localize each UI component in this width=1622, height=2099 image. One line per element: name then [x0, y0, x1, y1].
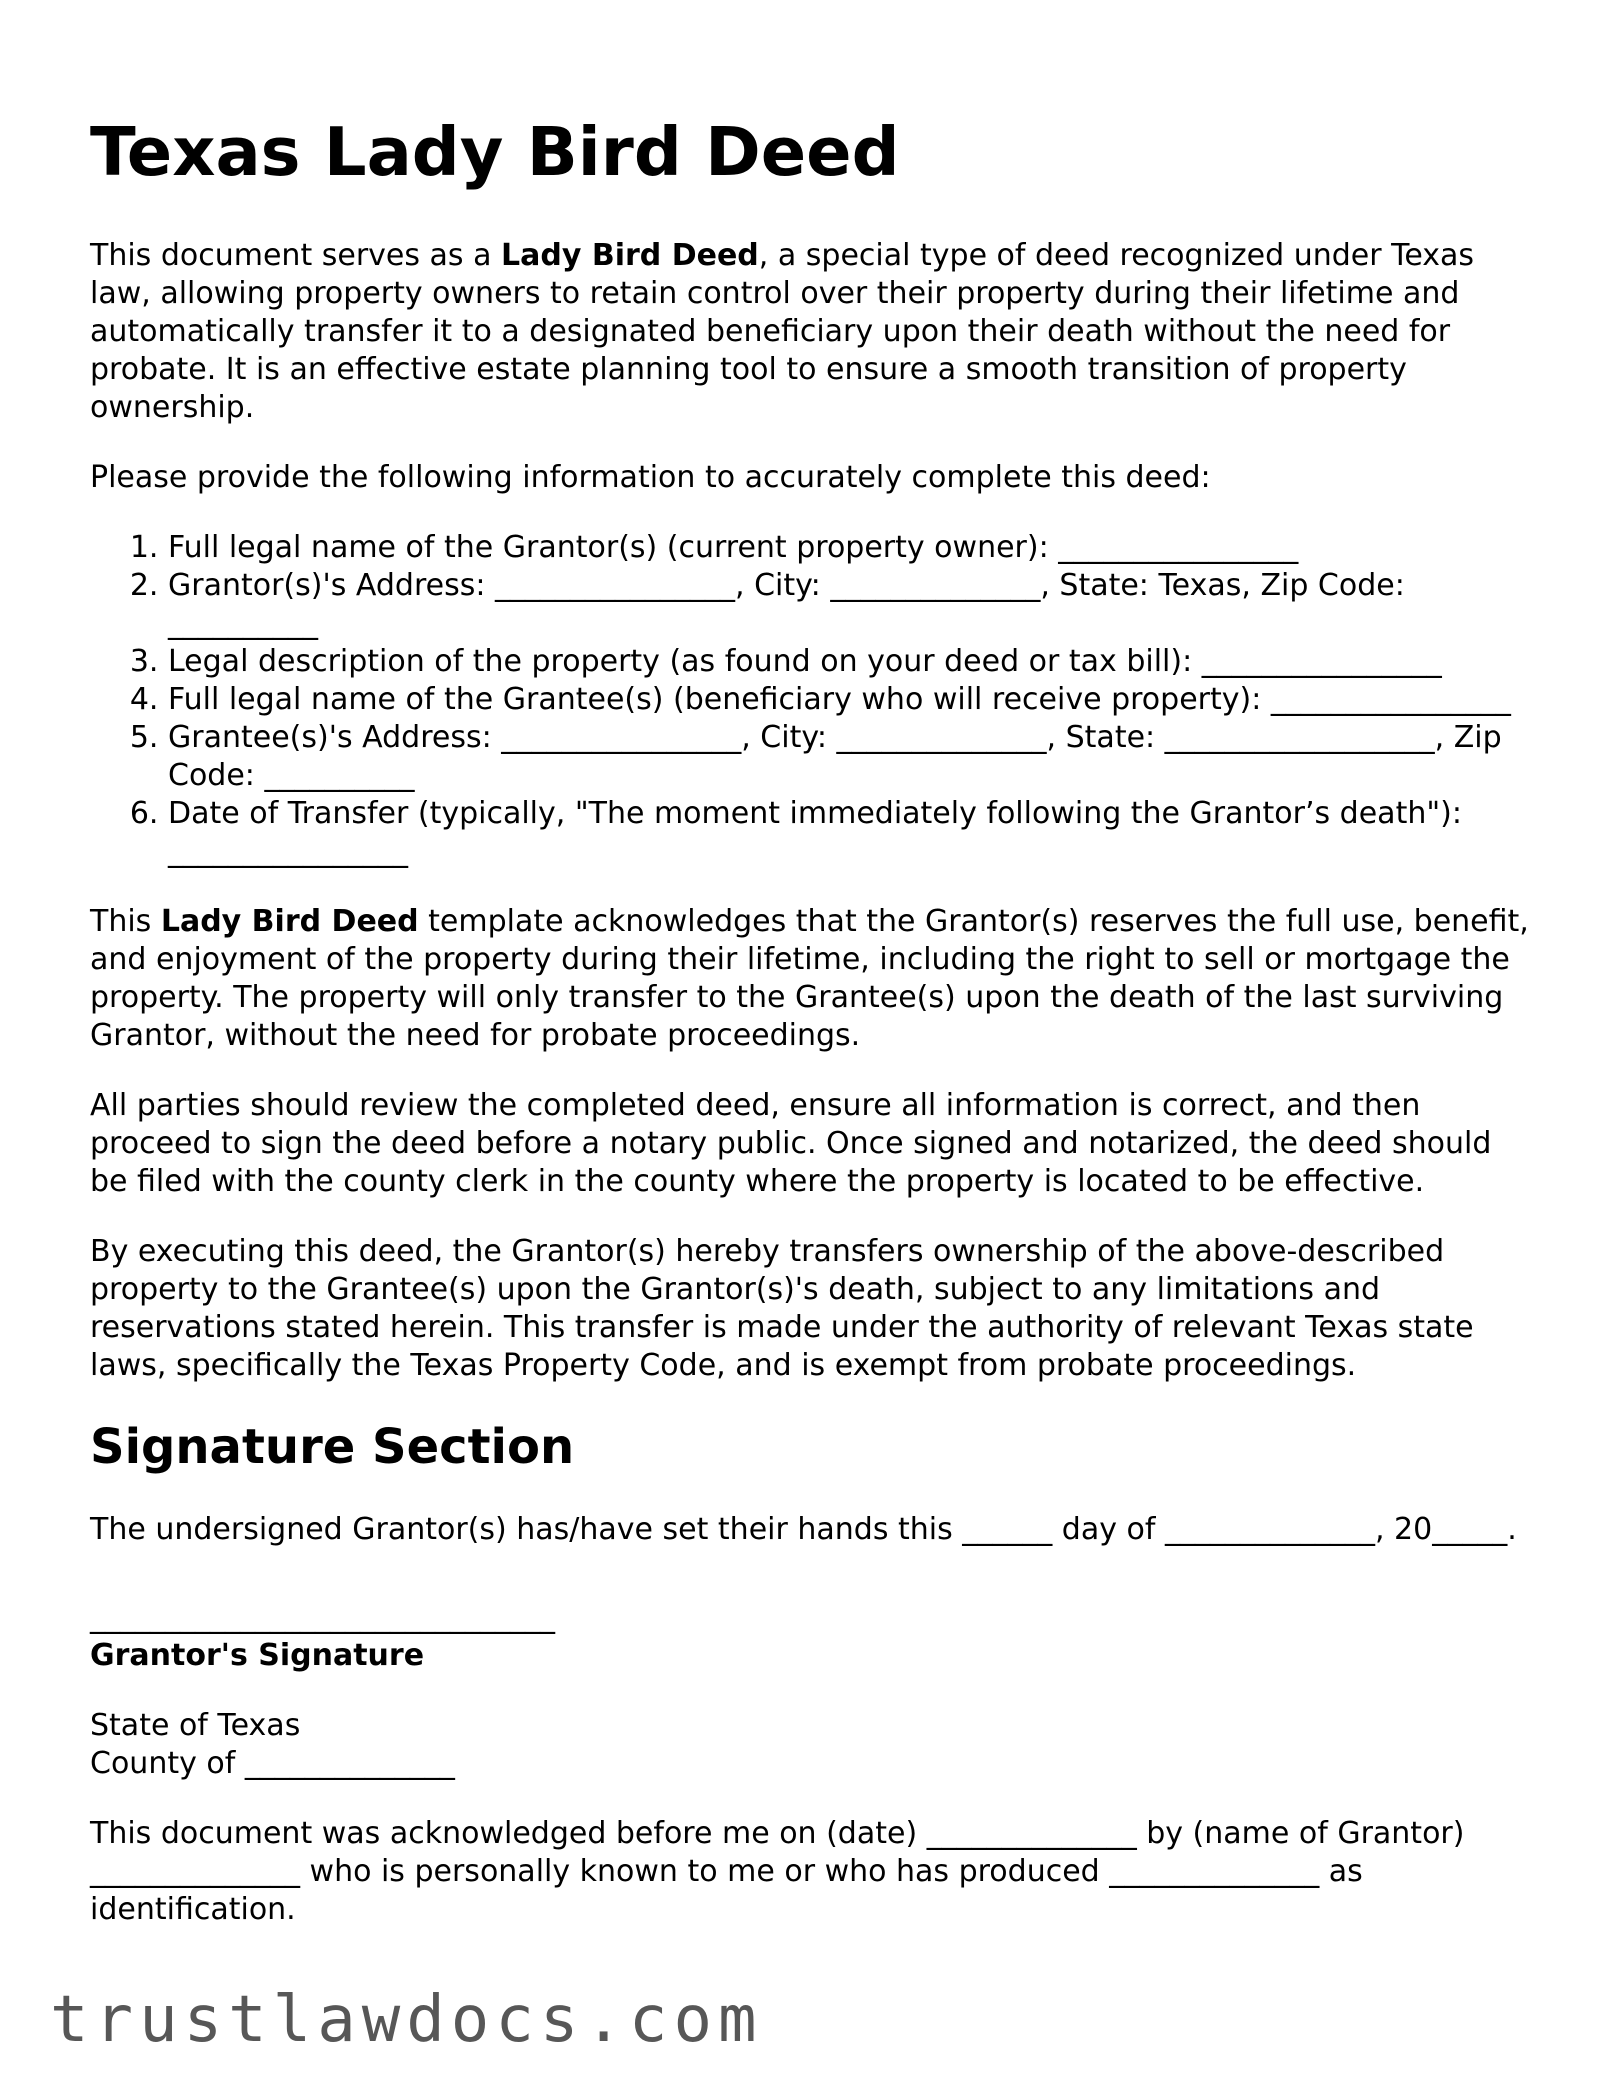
- signature-label: Grantor's Signature: [90, 1638, 425, 1673]
- list-item: 4. Full legal name of the Grantee(s) (beneficiary who will receive property): ________________: [168, 681, 1535, 719]
- intro-text-bold: Lady Bird Deed: [501, 238, 759, 273]
- county-line: County of ______________: [90, 1746, 455, 1781]
- document-page: [90, 112, 1535, 1961]
- instructions-paragraph: Please provide the following information to accurately complete this deed:: [90, 460, 1211, 495]
- intro-paragraph: [90, 237, 1535, 427]
- list-item: 5. Grantee(s)'s Address: ________________, City: ______________, State: __________________, Zip Code: __________: [168, 719, 1535, 795]
- venue-block: [90, 1707, 1535, 1783]
- acknowledgment-paragraph: This document was acknowledged before me on (date) ______________ by (name of Grantor) ______________ who is personally known to me or who has produced ______________ as identification.: [90, 1816, 1465, 1927]
- info-list: [90, 529, 1535, 871]
- template-paragraph: [90, 903, 1535, 1055]
- page-title: Texas Lady Bird Deed: [90, 113, 900, 191]
- template-text-pre: This: [90, 904, 161, 939]
- intro-text-pre: This document serves as a: [90, 238, 502, 273]
- watermark-text: trustlawdocs.com: [50, 1983, 763, 2057]
- execute-paragraph: By executing this deed, the Grantor(s) hereby transfers ownership of the above-described property to the Grantee(s) upon the Grantor(s)'s death, subject to any limitations and reservations stated herein. This transfer is made under the authority of relevant Texas state laws, specifically the Texas Property Code, and is exempt from probate proceedings.: [90, 1234, 1474, 1383]
- hands-paragraph: The undersigned Grantor(s) has/have set their hands this ______ day of ______________, 20_____.: [90, 1512, 1517, 1547]
- template-text-post: template acknowledges that the Grantor(s) reserves the full use, benefit, and enjoyment of the property during their lifetime, including the right to sell or mortgage the property. The property will only transfer to the Grantee(s) upon the death of the last surviving Grantor, without the need for probate proceedings.: [90, 904, 1529, 1053]
- state-line: State of Texas: [90, 1708, 301, 1743]
- review-paragraph: All parties should review the completed deed, ensure all information is correct, and then proceed to sign the deed before a notary public. Once signed and notarized, the deed should be filed with the county clerk in the county where the property is located to be effective.: [90, 1088, 1492, 1199]
- template-text-bold: Lady Bird Deed: [160, 904, 419, 939]
- signature-line: _______________________________: [90, 1600, 555, 1635]
- list-item: 3. Legal description of the property (as found on your deed or tax bill): ________________: [168, 643, 1535, 681]
- list-item: 1. Full legal name of the Grantor(s) (current property owner): ________________: [168, 529, 1535, 567]
- list-item: 6. Date of Transfer (typically, "The moment immediately following the Grantor’s death"): ________________: [168, 795, 1535, 871]
- list-item: 2. Grantor(s)'s Address: ________________, City: ______________, State: Texas, Zip Code: __________: [168, 567, 1535, 643]
- signature-heading: Signature Section: [90, 1419, 575, 1475]
- intro-text-post: , a special type of deed recognized under Texas law, allowing property owners to retain control over their property during their lifetime and automatically transfer it to a designated beneficiary upon their death without the need for probate. It is an effective estate planning tool to ensure a smooth transition of property ownership.: [90, 238, 1475, 425]
